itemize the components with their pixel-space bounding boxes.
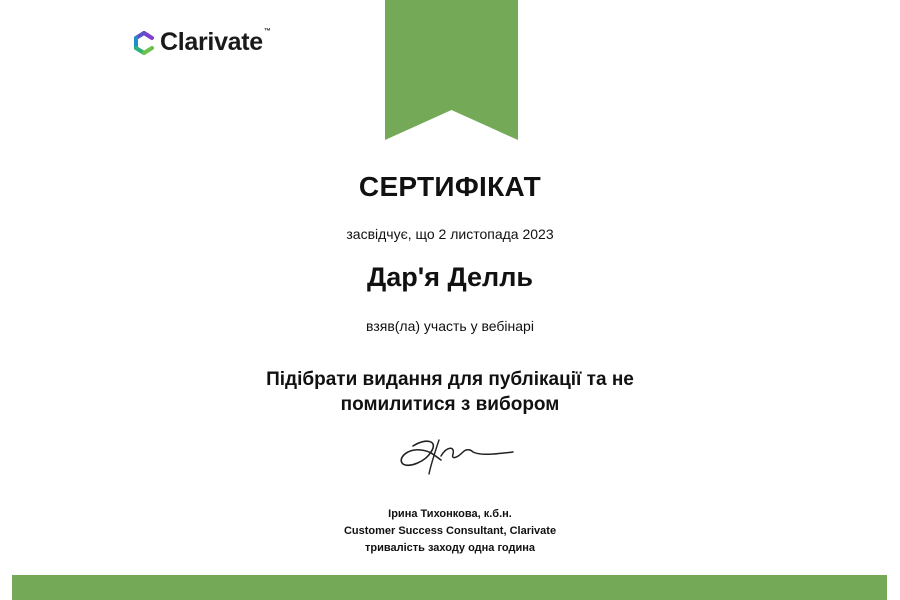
webinar-title [0, 367, 900, 417]
event-duration: тривалість заходу одна година [364, 542, 535, 554]
certificate-title: СЕРТИФІКАТ [358, 171, 542, 202]
participation-line: взяв(ла) участь у вебінарі [366, 318, 534, 334]
clarivate-mark-icon [133, 31, 155, 55]
bottom-green-bar [12, 575, 887, 600]
signer-name: Ірина Тихонкова, к.б.н. [388, 508, 512, 520]
clarivate-logo [133, 30, 271, 55]
trademark-symbol: ™ [263, 28, 271, 35]
signature [395, 432, 520, 477]
recipient-name: Дар'я Делль [367, 262, 533, 292]
webinar-title-line-2: помилитися з вибором [340, 394, 560, 415]
signer-position: Customer Success Consultant, Clarivate [343, 525, 557, 537]
signer-block [0, 506, 900, 557]
attest-line: засвідчує, що 2 листопада 2023 [346, 226, 554, 242]
webinar-title-line-1: Підібрати видання для публікації та не [266, 369, 634, 390]
green-ribbon [385, 0, 518, 140]
logo-wordmark: Clarivate™ [160, 28, 271, 56]
